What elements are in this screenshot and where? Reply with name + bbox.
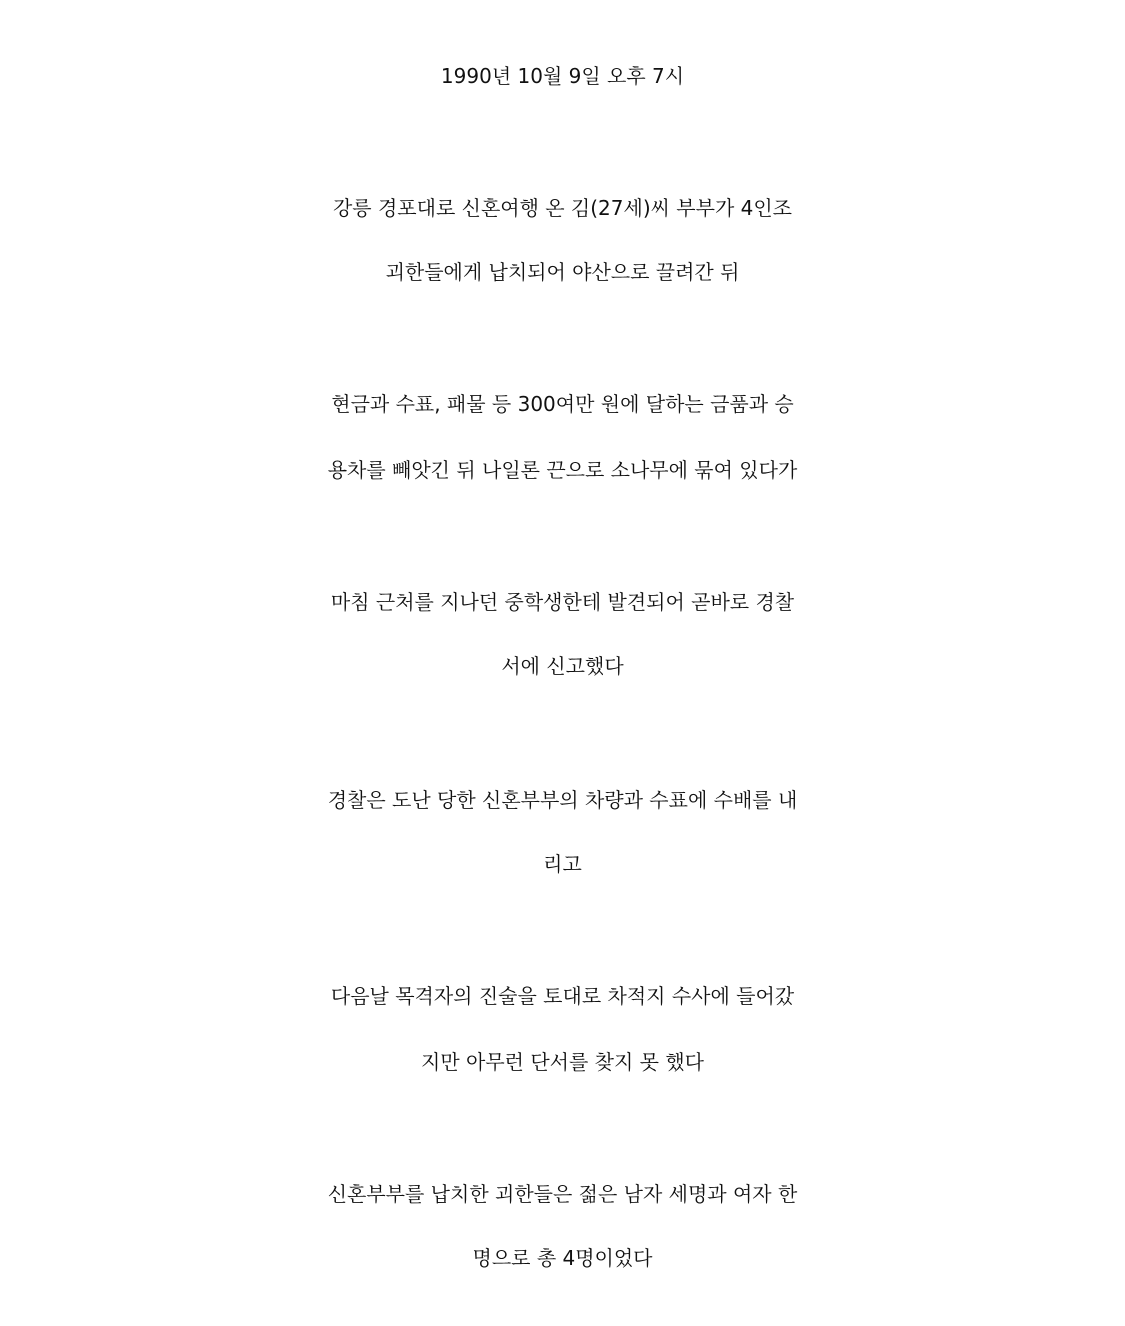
paragraph-5-line-1: 다음날 목격자의 진술을 토대로 차적지 수사에 들어갔 [330,984,795,1008]
paragraph-2-line-1: 현금과 수표, 패물 등 300여만 원에 달하는 금품과 승 [331,392,794,416]
paragraph-2-line-2: 용차를 빼앗긴 뒤 나일론 끈으로 소나무에 묶여 있다가 [327,458,798,482]
paragraph-1-line-1: 강릉 경포대로 신혼여행 온 김(27세)씨 부부가 4인조 [332,196,792,220]
paragraph-3-line-1: 마침 근처를 지나던 중학생한테 발견되어 곧바로 경찰 [330,590,795,614]
paragraph-4-line-1: 경찰은 도난 당한 신혼부부의 차량과 수표에 수배를 내 [327,788,798,812]
paragraph-6-line-2: 명으로 총 4명이었다 [472,1246,653,1270]
paragraph-5-line-2: 지만 아무런 단서를 찾지 못 했다 [421,1050,704,1074]
heading-datetime: 1990년 10월 9일 오후 7시 [440,64,685,88]
paragraph-3-line-2: 서에 신고했다 [501,654,624,678]
paragraph-1-line-2: 괴한들에게 납치되어 야산으로 끌려간 뒤 [385,260,740,284]
paragraph-4-line-2: 리고 [543,852,582,876]
paragraph-6-line-1: 신혼부부를 납치한 괴한들은 젊은 남자 세명과 여자 한 [327,1182,798,1206]
